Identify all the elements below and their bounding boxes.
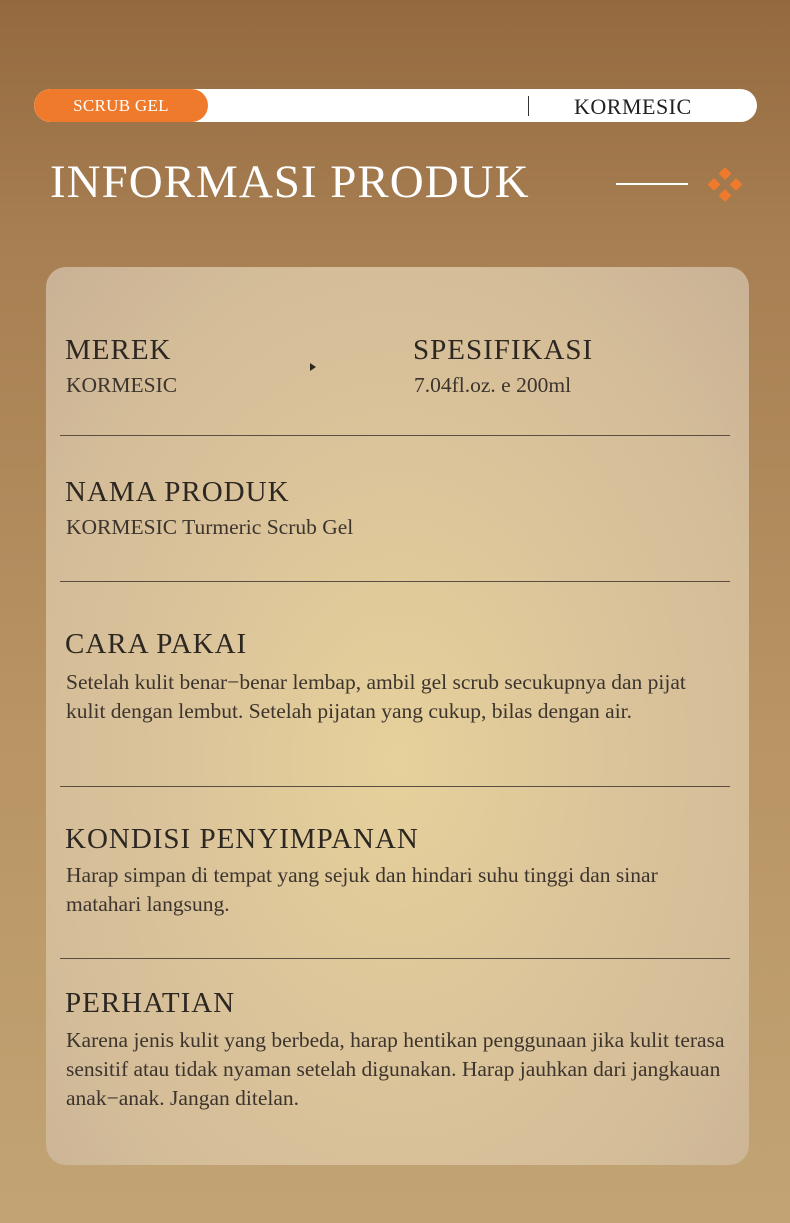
category-tag: SCRUB GEL: [34, 89, 208, 122]
title-decor-line: [616, 183, 688, 185]
brand-value: KORMESIC: [66, 373, 178, 397]
divider: [60, 435, 730, 436]
warning-heading: PERHATIAN: [65, 987, 236, 1019]
page-title: INFORMASI PRODUK: [50, 156, 530, 208]
spec-value: 7.04fl.oz. e 200ml: [414, 373, 572, 397]
divider: [60, 786, 730, 787]
spec-heading: SPESIFIKASI: [413, 334, 594, 366]
product-name-value: KORMESIC Turmeric Scrub Gel: [66, 515, 354, 539]
orange-diamonds-icon: [708, 168, 744, 204]
divider: [60, 958, 730, 959]
bar-divider: [528, 96, 529, 116]
top-bar: [34, 89, 757, 122]
brand-heading: MEREK: [65, 334, 172, 366]
usage-text: Setelah kulit benar−benar lembap, ambil gel scrub secukupnya dan pijat kulit dengan lembut. Setelah pijatan yang cukup, bilas dengan air.: [66, 670, 686, 723]
product-info-card: [46, 267, 749, 1165]
triangle-right-icon: [310, 363, 316, 371]
storage-text: Harap simpan di tempat yang sejuk dan hindari suhu tinggi dan sinar matahari langsung.: [66, 863, 658, 916]
brand-logo: KORMESIC: [574, 94, 692, 119]
storage-heading: KONDISI PENYIMPANAN: [65, 823, 419, 855]
warning-text: Karena jenis kulit yang berbeda, harap hentikan penggunaan jika kulit terasa sensitif atau tidak nyaman setelah digunakan. Harap jauhkan dari jangkauan anak−anak. Jangan ditelan.: [66, 1028, 725, 1110]
product-name-heading: NAMA PRODUK: [65, 476, 290, 508]
usage-heading: CARA PAKAI: [65, 628, 248, 660]
divider: [60, 581, 730, 582]
